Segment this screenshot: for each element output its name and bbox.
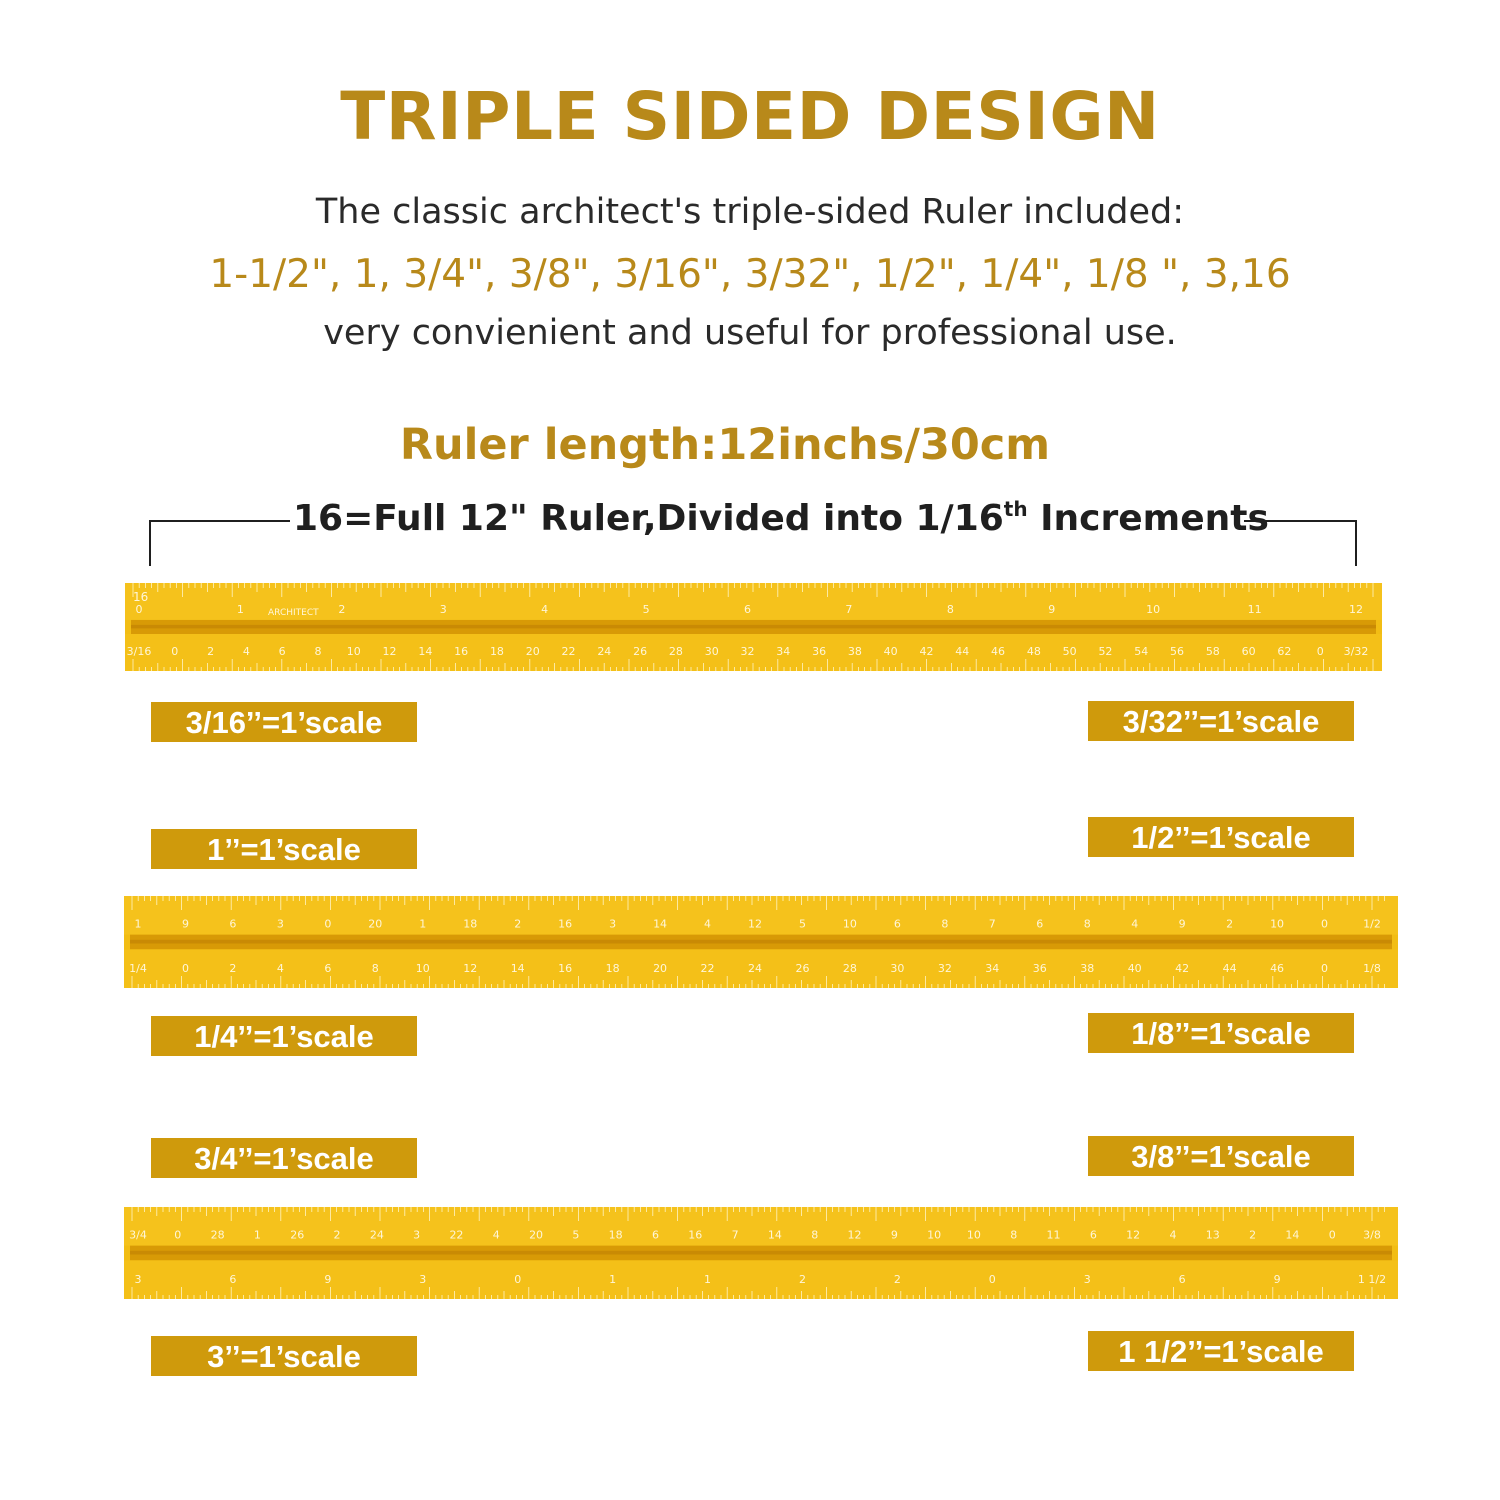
ruler-1-bottom-number: 14 [418,645,433,658]
ruler-2-top-number: 2 [514,917,522,931]
scale-label-3-4: 3/4’’=1’scale [151,1138,417,1178]
ruler-3-top-number: 7 [731,1228,739,1242]
increments-prefix: 16=Full 12" Ruler,Divided into 1/16 [293,498,1004,539]
ruler-1-bottom-number: 0 [171,645,179,658]
ruler-1-top-number: 3 [439,602,447,616]
ruler-3-top-number: 10 [966,1228,981,1242]
ruler-1-top-number: 5 [642,602,650,616]
ruler-1-top-number: 12 [1349,602,1363,616]
ruler-2-top-number: 7 [988,917,996,931]
ruler-2-bottom-number: 38 [1080,962,1095,975]
ruler-2-top-number: 9 [1178,917,1186,931]
ruler-3-top-number: 9 [890,1228,898,1242]
ruler-1-bottom-number: 42 [919,645,934,658]
ruler-3-top-number: 10 [927,1228,942,1242]
ruler-1-bottom-number: 50 [1062,645,1077,658]
ruler-3-bottom-number: 1 [704,1273,712,1286]
ruler-1-bottom-number: 10 [346,645,361,658]
ruler-1-bottom-number: 3/16 [126,645,152,658]
scale-label-3-16: 3/16’’=1’scale [151,702,417,742]
ruler-2-bottom-number: 20 [653,962,668,975]
ruler-2-bottom-number: 12 [463,962,478,975]
ruler-3-top-number: 22 [449,1228,464,1242]
ruler-3-bottom-number: 2 [893,1273,901,1286]
ruler-2-bottom-number: 40 [1127,962,1142,975]
ruler-1-bottom-number: 8 [314,645,322,658]
ruler-2-top-number: 16 [558,917,573,931]
ruler-3-top-number: 3/8 [1363,1228,1381,1242]
ruler-3-top-number: 13 [1205,1228,1220,1242]
ruler-3-top-number: 20 [529,1228,544,1242]
ruler-1-bottom-number: 60 [1241,645,1256,658]
increments-superscript: th [1003,497,1028,521]
scale-label-1-8: 1/8’’=1’scale [1088,1013,1354,1053]
ruler-2-bottom-number: 24 [748,962,762,975]
ruler-3-bottom-number: 9 [324,1273,332,1286]
ruler-1-top-number: 7 [845,602,853,616]
ruler-1-bottom-number: 0 [1316,645,1324,658]
ruler-1-bottom-number: 34 [776,645,791,658]
ruler-3-top-number: 3/4 [129,1228,147,1242]
ruler-2-bottom-number: 26 [795,962,810,975]
ruler-1-top-number: 2 [338,602,346,616]
ruler-2-bottom-number: 14 [510,962,525,975]
ruler-2-top-number: 12 [748,917,762,931]
ruler-3-top-number: 4 [1169,1228,1177,1242]
ruler-1-top-number: 9 [1048,602,1056,616]
ruler-3-top-number: 6 [1089,1228,1097,1242]
ruler-2-bottom-number: 28 [842,962,857,975]
ruler-3-bottom-number: 0 [988,1273,996,1286]
ruler-2-top-number: 4 [1131,917,1139,931]
ruler-1-bottom-number: 30 [704,645,719,658]
ruler-2-top-number: 1 [134,917,142,931]
ruler-3-bottom-number: 9 [1273,1273,1281,1286]
ruler-2-top-number: 6 [1036,917,1044,931]
ruler-3-top-number: 18 [608,1228,623,1242]
ruler-2-top-number: 3 [609,917,617,931]
ruler-2-bottom-number: 8 [371,962,379,975]
ruler-3-top-number: 24 [369,1228,384,1242]
ruler-2-bottom-number: 1/4 [129,962,147,975]
ruler-3-bottom-number: 6 [229,1273,237,1286]
page-title: TRIPLE SIDED DESIGN [340,78,1160,155]
scale-label-3-8: 3/8’’=1’scale [1088,1136,1354,1176]
ruler-2-top-number: 8 [941,917,949,931]
ruler-3-groove-line [130,1251,1392,1255]
ruler-2-bottom-number: 42 [1175,962,1190,975]
ruler-1-bottom-number: 52 [1098,645,1113,658]
ruler-2-bottom-number: 16 [558,962,573,975]
ruler-2-top-number: 20 [368,917,383,931]
ruler-3-top-number: 12 [1126,1228,1141,1242]
ruler-3-top-number: 0 [1328,1228,1336,1242]
ruler-3-bottom-number: 3 [134,1273,142,1286]
ruler-3-bottom-number: 3 [419,1273,427,1286]
ruler-2-bottom-number: 34 [985,962,1000,975]
ruler-2-top-number: 8 [1083,917,1091,931]
ruler-2-top-number: 5 [798,917,806,931]
ruler-2-bottom-number: 44 [1222,962,1237,975]
ruler-1-bottom-number: 3/32 [1343,645,1369,658]
ruler-1-bottom-number: 6 [278,645,286,658]
ruler-3-bottom-number: 1 1/2 [1357,1273,1387,1286]
scale-label-1: 1’’=1’scale [151,829,417,869]
ruler-1-bottom-number: 24 [597,645,612,658]
ruler-1-top-number: 10 [1146,602,1161,616]
ruler-3-bottom-number: 3 [1083,1273,1091,1286]
scale-label-1-2: 1/2’’=1’scale [1088,817,1354,857]
ruler-2-top-number: 9 [181,917,189,931]
ruler-2-top-number: 3 [276,917,284,931]
ruler-1-bottom-number: 58 [1205,645,1220,658]
ruler-1-bottom-number: 28 [668,645,683,658]
ruler-3-top-number: 12 [847,1228,862,1242]
ruler-3-top-number: 11 [1046,1228,1061,1242]
ruler-2-bottom-number: 4 [276,962,284,975]
scale-label-1-4: 1/4’’=1’scale [151,1016,417,1056]
ruler-2-bottom-number: 1/8 [1363,962,1381,975]
ruler-2-top-number: 0 [324,917,332,931]
ruler-2-top-number: 2 [1226,917,1234,931]
ruler-2-bottom-number: 36 [1032,962,1047,975]
ruler-2-top-number: 0 [1321,917,1329,931]
ruler-3-bottom-number: 2 [798,1273,806,1286]
ruler-3-top-number: 14 [767,1228,782,1242]
ruler-1-bottom-number: 16 [454,645,469,658]
ruler-3-top-number: 6 [651,1228,659,1242]
ruler-2-bottom-number: 6 [324,962,332,975]
ruler-1-bottom-number: 18 [489,645,504,658]
ruler-1-bottom-number: 48 [1026,645,1041,658]
ruler-3-top-number: 5 [572,1228,580,1242]
ruler-2-top-number: 6 [893,917,901,931]
ruler-length-heading: Ruler length:12inchs/30cm [399,420,1051,470]
ruler-2-bottom-number: 18 [605,962,620,975]
ruler-1-bottom-number: 46 [991,645,1006,658]
ruler-1-bottom-number: 44 [955,645,970,658]
ruler-brand: ARCHITECT [268,607,319,618]
ruler-1-top-number: 8 [946,602,954,616]
ruler-1-top-left-mark: 16 [133,590,149,604]
ruler-2-top-number: 14 [653,917,668,931]
ruler-2-top-number: 10 [1270,917,1285,931]
ruler-2-bottom-number: 32 [937,962,952,975]
intro-scales-list: 1-1/2", 1, 3/4", 3/8", 3/16", 3/32", 1/2", 1/4", 1/8 ", 3,16 [209,252,1291,297]
ruler-3-bottom-number: 1 [609,1273,617,1286]
ruler-3-bottom-number: 0 [514,1273,522,1286]
ruler-3-top-number: 26 [290,1228,305,1242]
ruler-1-bottom-number: 26 [633,645,648,658]
ruler-2-bottom-number: 0 [1321,962,1329,975]
ruler-2-bottom-number: 0 [181,962,189,975]
scale-label-1-1-2: 1 1/2’’=1’scale [1088,1331,1354,1371]
intro-line-1: The classic architect's triple-sided Ruler included: [315,192,1185,232]
ruler-2-top-number: 10 [842,917,857,931]
ruler-1-bottom-number: 4 [242,645,250,658]
ruler-3-bottom-face [124,1260,1398,1299]
ruler-1-groove-line [131,625,1376,629]
ruler-2-bottom-number: 22 [700,962,715,975]
ruler-1-bottom-number: 2 [207,645,215,658]
ruler-3-top-number: 0 [174,1228,182,1242]
ruler-2-bottom-number: 46 [1270,962,1285,975]
ruler-3-top-number: 8 [811,1228,819,1242]
ruler-1-bottom-number: 62 [1277,645,1292,658]
ruler-3-top-number: 4 [492,1228,500,1242]
ruler-1-bottom-number: 32 [740,645,755,658]
ruler-1-bottom-number: 54 [1134,645,1149,658]
intro-line-3: very convienient and useful for professional use. [323,313,1177,353]
ruler-3-top-number: 14 [1285,1228,1300,1242]
ruler-2-top-number: 1/2 [1363,917,1381,931]
ruler-1-bottom-number: 20 [525,645,540,658]
ruler-3-top-number: 2 [333,1228,341,1242]
ruler-1-top-number: 1 [236,602,244,616]
ruler-3-bottom-number: 6 [1178,1273,1186,1286]
ruler-3-top-number: 2 [1249,1228,1257,1242]
ruler-1-bottom-number: 22 [561,645,576,658]
ruler-2-bottom-number: 30 [890,962,905,975]
scale-label-3: 3’’=1’scale [151,1336,417,1376]
ruler-2-top-number: 18 [463,917,478,931]
ruler-2-top-number: 1 [419,917,427,931]
ruler-2-top-number: 4 [704,917,712,931]
ruler-2-bottom-number: 10 [415,962,430,975]
ruler-2-top-number: 6 [229,917,237,931]
ruler-3-top-number: 16 [688,1228,703,1242]
ruler-1-top-number: 0 [135,602,143,616]
ruler-3-top-number: 1 [253,1228,261,1242]
ruler-1-bottom-number: 12 [382,645,397,658]
ruler-1-bottom-number: 38 [847,645,862,658]
ruler-1-bottom-number: 56 [1170,645,1185,658]
ruler-2-groove-line [130,940,1392,944]
ruler-1-bottom-number: 36 [812,645,827,658]
increments-suffix: Increments [1027,498,1269,539]
ruler-3-top-number: 8 [1010,1228,1018,1242]
ruler-3-top-number: 3 [413,1228,421,1242]
ruler-3-top-number: 28 [210,1228,225,1242]
ruler-1-top-number: 6 [744,602,751,616]
ruler-1-bottom-number: 40 [883,645,898,658]
ruler-1-top-number: 11 [1247,602,1262,616]
scale-label-3-32: 3/32’’=1’scale [1088,701,1354,741]
ruler-1-top-number: 4 [541,602,549,616]
ruler-2-bottom-number: 2 [229,962,237,975]
